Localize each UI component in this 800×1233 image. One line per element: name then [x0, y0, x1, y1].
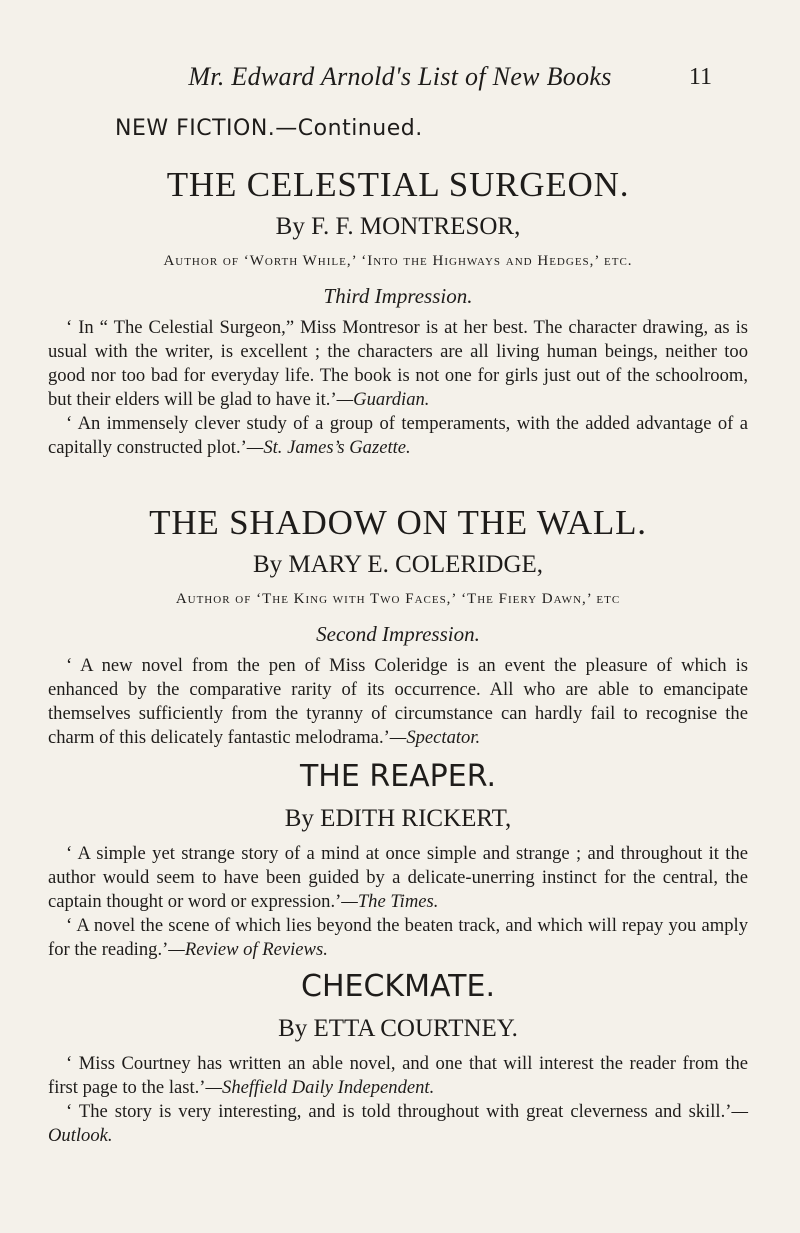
review-source: —St. James’s Gazette. [246, 437, 411, 458]
book-byline: By EDITH RICKERT, [284, 805, 512, 832]
book-title: THE SHADOW ON THE WALL. [149, 503, 647, 542]
review-text: ‘ Miss Courtney has written an able novel, and one that will interest the reader from the first page to the last.’ [48, 1053, 748, 1098]
book-byline: By MARY E. COLERIDGE, [252, 551, 544, 578]
impression-note: Third Impression. [323, 284, 473, 308]
review-text: ‘ A new novel from the pen of Miss Coleridge is an event the pleasure of which is enhanced by the comparative rarity of its occurrence. All who are able to emancipate themselves sufficiently from the tyranny of circumstance can hardly fail to recognise the charm of this delicately fantastic melodrama.’ [48, 655, 748, 748]
review-quote [48, 842, 748, 914]
book-byline: By ETTA COURTNEY. [278, 1015, 518, 1042]
review-source: —The Times. [341, 891, 439, 912]
review-text: ‘ A novel the scene of which lies beyond the beaten track, and which will repay you amply for the reading.’ [48, 915, 748, 960]
page-number: 11 [688, 64, 712, 90]
review-quote [48, 654, 748, 750]
book-entry-celestial-surgeon [48, 164, 748, 460]
book-entry-checkmate [48, 966, 748, 1148]
review-text: ‘ In “ The Celestial Surgeon,” Miss Montresor is at her best. The character drawing, as is usual with the writer, is excellent ; the characters are all living human beings, neither too good nor too bad for everyday life. The book is not one for girls just out of the schoolroom, but their elders will be glad to have it.’ [48, 317, 748, 410]
review-source: —Outlook. [48, 1101, 748, 1146]
impression-note: Second Impression. [316, 622, 480, 646]
review-text: ‘ A simple yet strange story of a mind at once simple and strange ; and throughout it the author would seem to have been guided by a delicate-unerring instinct for the central, the captain thought or word or expression.’ [48, 843, 748, 912]
running-title: Mr. Edward Arnold's List of New Books [188, 62, 612, 91]
section-heading: NEW FICTION.—Continued. [115, 116, 423, 141]
review-source: —Guardian. [336, 389, 430, 410]
review-quote [48, 1100, 748, 1148]
review-quote [48, 412, 748, 460]
book-byline: By F. F. MONTRESOR, [275, 213, 521, 240]
review-quote [48, 316, 748, 412]
book-title: THE REAPER. [299, 759, 497, 794]
book-entry-shadow-on-the-wall [48, 502, 748, 750]
review-source: —Sheffield Daily Independent. [205, 1077, 435, 1098]
review-source: —Spectator. [389, 727, 481, 748]
book-title: THE CELESTIAL SURGEON. [166, 165, 630, 204]
book-entry-the-reaper [48, 756, 748, 962]
running-head [0, 62, 800, 102]
review-text: ‘ The story is very interesting, and is told throughout with great cleverness and skill.’ [66, 1101, 732, 1122]
review-quote [48, 1052, 748, 1100]
review-quote [48, 914, 748, 962]
review-text: ‘ An immensely clever study of a group of temperaments, with the added advantage of a capitally constructed plot.’ [48, 413, 748, 458]
review-source: —Review of Reviews. [168, 939, 328, 960]
author-note: Author of ‘The King with Two Faces,’ ‘The Fiery Dawn,’ etc [175, 591, 621, 607]
book-title: CHECKMATE. [301, 969, 495, 1004]
author-note: Author of ‘Worth While,’ ‘Into the Highways and Hedges,’ etc. [163, 253, 633, 269]
